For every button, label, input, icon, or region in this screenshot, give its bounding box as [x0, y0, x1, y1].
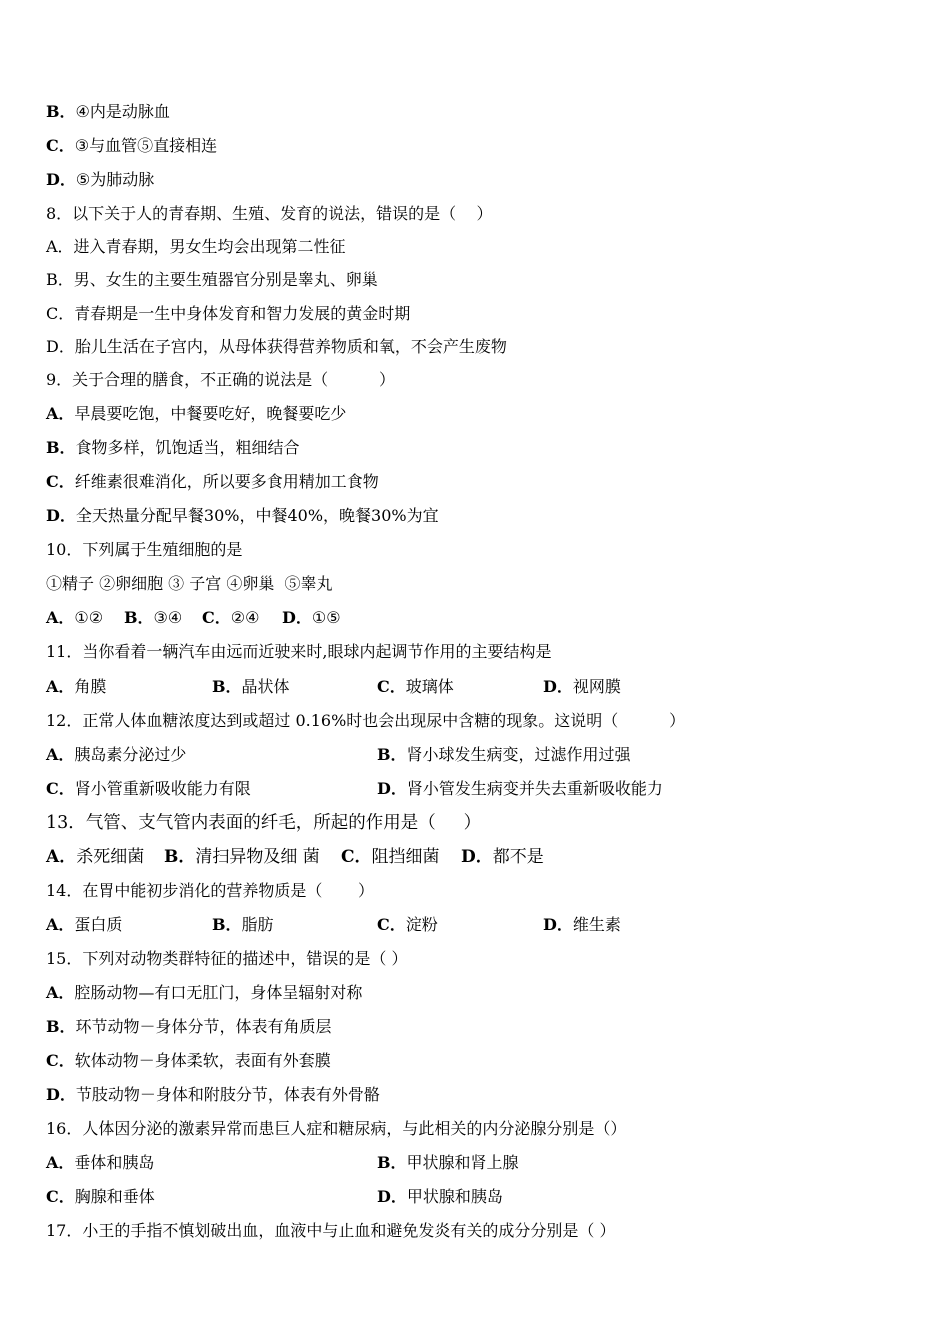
option-letter: D． — [46, 506, 76, 525]
option-letter: B． — [46, 1017, 76, 1036]
question-16-option-b — [377, 1153, 519, 1173]
question-13-option-a — [46, 847, 144, 867]
option-text: ①② — [74, 608, 104, 627]
option-letter: C． — [46, 779, 75, 798]
question-10-option-a — [46, 608, 103, 628]
prev-option-c — [46, 136, 217, 156]
option-letter: A． — [46, 847, 77, 867]
option-letter: C． — [46, 472, 75, 491]
question-9-option-a — [46, 404, 346, 424]
question-14-stem: 14．在胃中能初步消化的营养物质是（ ） — [46, 881, 374, 900]
option-letter: A． — [46, 745, 75, 764]
option-letter: A． — [46, 983, 75, 1002]
option-text: 清扫异物及细 菌 — [195, 847, 320, 867]
question-16-option-d — [377, 1187, 503, 1207]
question-9-option-c — [46, 472, 379, 492]
option-letter: C． — [46, 1187, 75, 1206]
option-letter: C． — [46, 1051, 75, 1070]
option-text: 视网膜 — [572, 677, 621, 696]
question-11-stem: 11．当你看着一辆汽车由远而近驶来时,眼球内起调节作用的主要结构是 — [46, 642, 552, 661]
question-15-option-c — [46, 1051, 331, 1071]
question-8-option-a: A．进入青春期，男女生均会出现第二性征 — [46, 237, 346, 256]
question-12-option-d — [377, 779, 663, 799]
option-letter: D． — [46, 170, 76, 189]
question-12-option-b — [377, 745, 631, 765]
question-8-option-c: C．青春期是一生中身体发育和智力发展的黄金时期 — [46, 304, 411, 323]
option-text: 垂体和胰岛 — [74, 1153, 155, 1172]
option-text: 肾小管发生病变并失去重新吸收能力 — [406, 779, 663, 798]
option-text: 节肢动物－身体和附肢分节，体表有外骨骼 — [75, 1085, 380, 1104]
question-10-option-d — [282, 608, 341, 628]
question-15-option-d — [46, 1085, 380, 1105]
option-letter: D． — [543, 915, 573, 934]
option-letter: A． — [46, 915, 75, 934]
question-13-stem: 13．气管、支气管内表面的纤毛，所起的作用是（ ） — [46, 813, 482, 833]
question-10-option-c — [202, 608, 259, 628]
option-letter: B． — [212, 677, 242, 696]
question-12-option-c — [46, 779, 251, 799]
option-letter: B． — [377, 1153, 407, 1172]
option-letter: D． — [377, 779, 407, 798]
option-text: 腔肠动物—有口无肛门，身体呈辐射对称 — [74, 983, 363, 1002]
option-text: 淀粉 — [405, 915, 438, 934]
question-11-option-a — [46, 677, 106, 697]
option-letter: C． — [377, 677, 406, 696]
prev-option-d — [46, 170, 154, 190]
option-letter: D． — [543, 677, 573, 696]
option-text: ②④ — [230, 608, 260, 627]
question-14-option-b — [212, 915, 274, 935]
option-text: 纤维素很难消化，所以要多食用精加工食物 — [74, 472, 379, 491]
option-letter: B． — [212, 915, 242, 934]
question-16-option-c — [46, 1187, 155, 1207]
option-letter: D． — [282, 608, 312, 627]
question-9-stem: 9．关于合理的膳食，不正确的说法是（ ） — [46, 370, 396, 389]
option-text: 肾小球发生病变，过滤作用过强 — [406, 745, 631, 764]
option-letter: C． — [46, 136, 75, 155]
question-9-option-d — [46, 506, 439, 526]
option-text: 维生素 — [572, 915, 621, 934]
option-text: 早晨要吃饱，中餐要吃好，晚餐要吃少 — [74, 404, 347, 423]
option-text: 阻挡细菌 — [371, 847, 440, 867]
question-15-stem: 15．下列对动物类群特征的描述中，错误的是（ ） — [46, 949, 408, 968]
option-letter: B． — [46, 102, 76, 121]
option-text: 玻璃体 — [405, 677, 454, 696]
question-15-option-a — [46, 983, 362, 1003]
question-11-option-c — [377, 677, 454, 697]
option-letter: B． — [124, 608, 154, 627]
option-letter: D． — [46, 1085, 76, 1104]
option-text: 杀死细菌 — [76, 847, 145, 867]
option-letter: C． — [377, 915, 406, 934]
option-text: 脂肪 — [241, 915, 274, 934]
question-15-option-b — [46, 1017, 332, 1037]
question-14-option-d — [543, 915, 621, 935]
option-text: 环节动物－身体分节，体表有角质层 — [75, 1017, 332, 1036]
question-8-option-d: D．胎儿生活在子宫内，从母体获得营养物质和氧，不会产生废物 — [46, 337, 507, 356]
option-letter: D． — [461, 847, 493, 867]
question-16-option-a — [46, 1153, 154, 1173]
option-text: 胸腺和垂体 — [74, 1187, 155, 1206]
question-8-option-b: B．男、女生的主要生殖器官分别是睾丸、卵巢 — [46, 270, 378, 289]
question-11-option-b — [212, 677, 290, 697]
question-9-option-b — [46, 438, 300, 458]
question-10-stem: 10．下列属于生殖细胞的是 — [46, 540, 243, 559]
option-text: 角膜 — [74, 677, 107, 696]
question-13-option-c — [341, 847, 440, 867]
question-10-items: ①精子 ②卵细胞 ③ 子宫 ④卵巢 ⑤睾丸 — [46, 574, 333, 593]
option-text: 甲状腺和肾上腺 — [406, 1153, 519, 1172]
option-text: ⑤为肺动脉 — [75, 170, 155, 189]
option-letter: C． — [202, 608, 231, 627]
option-text: 都不是 — [492, 847, 544, 867]
option-text: 晶状体 — [241, 677, 290, 696]
question-17-stem: 17．小王的手指不慎划破出血，血液中与止血和避免发炎有关的成分分别是（ ） — [46, 1221, 616, 1240]
option-letter: A． — [46, 677, 75, 696]
option-text: ④内是动脉血 — [75, 102, 170, 121]
option-text: 甲状腺和胰岛 — [406, 1187, 503, 1206]
question-11-option-d — [543, 677, 621, 697]
option-text: 软体动物－身体柔软，表面有外套膜 — [74, 1051, 331, 1070]
question-14-option-c — [377, 915, 438, 935]
option-text: ③与血管⑤直接相连 — [74, 136, 218, 155]
option-letter: C． — [341, 847, 372, 867]
option-text: ①⑤ — [311, 608, 341, 627]
option-text: 胰岛素分泌过少 — [74, 745, 187, 764]
option-text: 食物多样，饥饱适当，粗细结合 — [75, 438, 300, 457]
question-13-option-b — [164, 847, 320, 867]
question-12-stem: 12．正常人体血糖浓度达到或超过 0.16%时也会出现尿中含糖的现象。这说明（ ） — [46, 711, 686, 730]
prev-option-b — [46, 102, 170, 122]
option-letter: D． — [377, 1187, 407, 1206]
option-letter: B． — [377, 745, 407, 764]
question-13-option-d — [461, 847, 544, 867]
option-text: 蛋白质 — [74, 915, 123, 934]
question-16-stem: 16．人体因分泌的激素异常而患巨人症和糖尿病，与此相关的内分泌腺分别是（） — [46, 1119, 627, 1138]
option-letter: A． — [46, 608, 75, 627]
option-text: 肾小管重新吸收能力有限 — [74, 779, 251, 798]
option-text: 全天热量分配早餐30%，中餐40%，晚餐30%为宜 — [75, 506, 439, 525]
option-text: ③④ — [153, 608, 183, 627]
question-8-stem: 8．以下关于人的青春期、生殖、发育的说法，错误的是（ ） — [46, 204, 493, 223]
question-12-option-a — [46, 745, 186, 765]
question-14-option-a — [46, 915, 122, 935]
option-letter: B． — [164, 847, 196, 867]
question-10-option-b — [124, 608, 182, 628]
option-letter: B． — [46, 438, 76, 457]
option-letter: A． — [46, 404, 75, 423]
option-letter: A． — [46, 1153, 75, 1172]
